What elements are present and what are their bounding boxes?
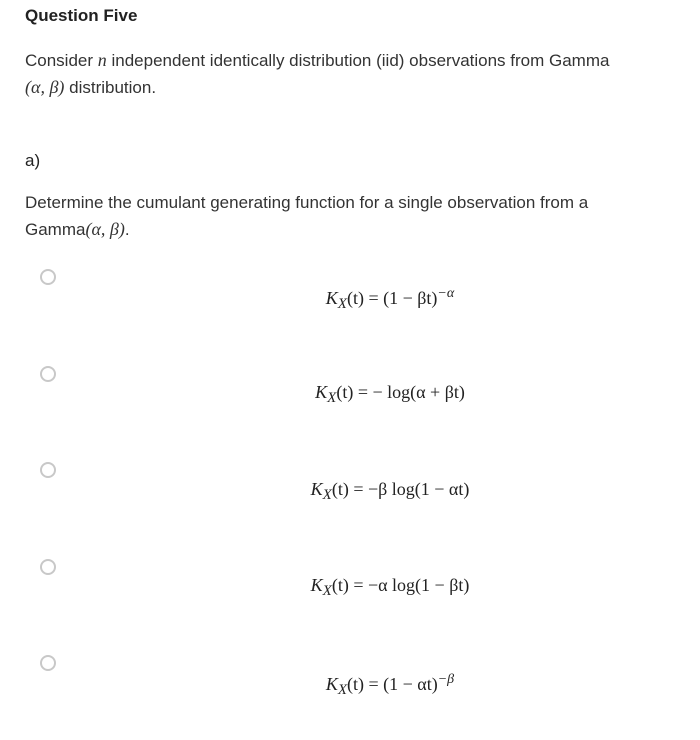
answer-option-3[interactable]	[0, 455, 700, 545]
prompt-end: .	[124, 220, 130, 239]
prompt-dist: Gamma	[25, 220, 86, 239]
radio-button-1[interactable]	[40, 269, 56, 285]
radio-button-3[interactable]	[40, 462, 56, 478]
intro-text: independent identically distribution (iid) observations from Gamma	[106, 51, 610, 70]
answer-option-5[interactable]	[0, 648, 700, 738]
radio-button-2[interactable]	[40, 366, 56, 382]
prompt-params: (α, β)	[85, 219, 125, 239]
intro-variable-n: n	[97, 50, 107, 70]
question-intro	[25, 47, 690, 101]
intro-suffix: distribution.	[64, 78, 157, 97]
radio-button-5[interactable]	[40, 655, 56, 671]
option-formula-4: $K_X(t) = -\alpha$ log(1 − βt)	[310, 575, 470, 599]
option-formula-3: $K_X(t) = -\beta$ log(1 − αt)	[310, 479, 470, 503]
question-title: Question Five	[25, 6, 138, 25]
answer-option-2[interactable]	[0, 358, 700, 448]
intro-prefix: Consider	[25, 51, 98, 70]
option-formula-1: $K_X(t) = (1 - \beta t)^{-\alpha}$	[325, 286, 455, 312]
prompt-text: Determine the cumulant generating function for a single observation from a	[25, 193, 589, 212]
answer-option-1[interactable]	[0, 262, 700, 352]
radio-button-4[interactable]	[40, 559, 56, 575]
option-formula-5: $K_X(t) = (1 - \alpha t)^{-\beta}$	[325, 672, 455, 698]
intro-params: (α, β)	[25, 77, 65, 97]
answer-option-4[interactable]	[0, 551, 700, 641]
part-label: a)	[25, 151, 41, 170]
option-formula-2: $K_X(t)$ = − log(α + βt)	[315, 382, 465, 406]
part-prompt	[25, 190, 690, 243]
